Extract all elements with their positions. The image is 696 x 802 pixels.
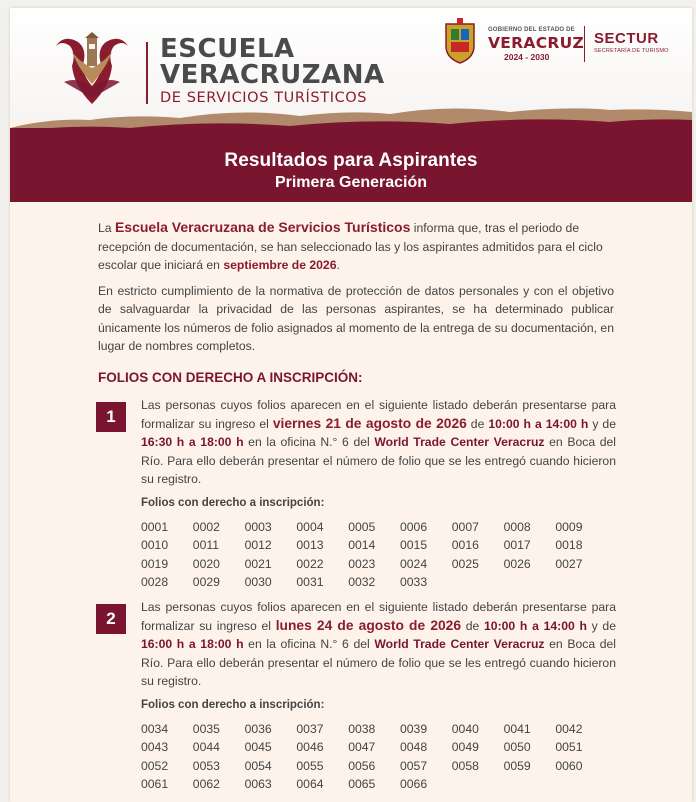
folio-number: 0063 [244,776,272,791]
folio-number: 0025 [451,556,479,571]
folio-number: 0017 [503,538,531,553]
title-banner [10,128,692,202]
group-number-badge: 1 [96,402,126,432]
folio-number: 0015 [399,538,428,553]
folio-number: 0051 [555,740,583,755]
venue: World Trade Center Veracruz [374,435,545,449]
folio-number: 0013 [296,538,324,553]
document-page [10,8,692,802]
folio-number: 0036 [244,722,272,736]
gov-years: 2024 - 2030 [504,52,550,62]
folio-number: 0004 [296,520,324,534]
section-title: FOLIOS CON DERECHO A INSCRIPCIÓN: [98,370,363,385]
folio-number: 0045 [244,740,272,755]
venue: World Trade Center Veracruz [374,637,545,651]
start-date: septiembre de 2026 [223,258,337,272]
gov-state-name: VERACRUZ [488,34,585,52]
folios-label: Folios con derecho a inscripción: [141,497,325,509]
folio-number: 0038 [348,722,376,736]
folio-number: 0064 [296,776,324,791]
folio-number: 0066 [399,776,428,791]
folio-number: 0023 [348,556,376,571]
folio-number: 0003 [244,520,272,534]
folio-number: 0007 [451,520,479,534]
intro-paragraph-1 [98,218,614,275]
folio-number: 0011 [192,538,220,553]
folio-number: 0040 [451,722,479,736]
folio-number: 0012 [244,538,272,553]
folio-number: 0035 [192,722,220,736]
coat-of-arms-icon [442,18,478,64]
folio-number: 0019 [141,556,169,571]
school-wordmark [160,36,385,106]
folio-number: 0050 [503,740,531,755]
folio-number: 0024 [399,556,428,571]
folio-list [141,722,607,795]
folio-number: 0006 [399,520,428,534]
group-instructions [141,396,616,489]
folio-number: 0049 [451,740,479,755]
wordmark-line-1: ESCUELA [160,34,295,64]
folio-number: 0032 [348,574,376,589]
folio-number: 0028 [141,574,169,589]
folio-number: 0048 [399,740,428,755]
wordmark-line-3: DE SERVICIOS TURÍSTICOS [160,90,368,106]
intro-text: . [336,258,340,272]
instruction-text: en Boca del Río. Para ello deberán presentar el número de folio que se les entregó cuando hicieron su registro. [141,637,616,688]
folio-number: 0010 [141,538,169,553]
folio-number: 0031 [296,574,324,589]
folio-number: 0054 [244,758,272,773]
folio-number: 0008 [503,520,531,534]
group-instructions [141,598,616,691]
government-logos [442,16,687,70]
folio-number: 0005 [348,520,376,534]
folios-label: Folios con derecho a inscripción: [141,699,325,711]
appointment-date: viernes 21 de agosto de 2026 [272,415,467,431]
instruction-text: y de [588,416,616,431]
folio-number: 0041 [503,722,531,736]
instruction-text: y de [586,618,616,633]
folio-number: 0009 [555,520,583,534]
logo-divider [146,42,148,104]
instruction-text: en la oficina N.° 6 del [243,435,375,449]
folio-number: 0039 [399,722,428,736]
school-logo-icon [54,32,130,106]
folio-number: 0042 [555,722,583,736]
folio-number: 0014 [348,538,376,553]
folio-number: 0062 [192,776,220,791]
time-slot-1: 10:00 h a 14:00 h [484,618,587,633]
gov-divider [584,26,585,62]
folio-group-2 [96,598,616,798]
folio-number: 0058 [451,758,479,773]
folio-number: 0001 [141,520,169,534]
folio-number: 0053 [192,758,220,773]
page-subtitle: Primera Generación [274,174,428,191]
intro-paragraph-2: En estricto cumplimiento de la normativa de protección de datos personales y con el objetivo de salvaguardar la privacidad de las personas aspirantes, se ha determinado publicar únicamente los números de folio asignados al momento de la entrega de su documentación, en lugar de nombres completos. [98,283,614,353]
folio-number: 0037 [296,722,324,736]
folio-number: 0030 [244,574,272,589]
folio-number: 0043 [141,740,169,755]
instruction-text: de [461,618,485,633]
folio-number: 0052 [141,758,169,773]
folio-number: 0027 [555,556,583,571]
folio-number: 0018 [555,538,583,553]
intro-section [98,218,614,363]
folio-number: 0057 [399,758,428,773]
folio-number: 0047 [348,740,376,755]
wordmark-line-2: VERACRUZANA [160,60,385,90]
folio-number: 0061 [141,776,169,791]
folio-list [141,520,607,593]
folio-group-1 [96,396,616,596]
folio-number: 0055 [296,758,324,773]
folio-number: 0020 [192,556,220,571]
gov-caption: GOBIERNO DEL ESTADO DE [488,27,575,33]
folio-number: 0022 [296,556,324,571]
intro-text: La [98,221,115,235]
time-slot-2: 16:00 h a 18:00 h [141,637,244,651]
instruction-text: Las personas cuyos folios aparecen en el siguiente listado deberán presentarse para formalizar su ingreso el [141,398,616,431]
sectur-logo: SECTUR [594,30,659,47]
folio-number: 0034 [141,722,169,736]
instruction-text: de [466,416,489,431]
school-name: Escuela Veracruzana de Servicios Turísticos [114,219,411,235]
instruction-text: Las personas cuyos folios aparecen en el siguiente listado deberán presentarse para formalizar su ingreso el [141,600,616,633]
appointment-date: lunes 24 de agosto de 2026 [275,617,462,633]
folio-number: 0016 [451,538,479,553]
group-number-badge: 2 [96,604,126,634]
folio-number: 0044 [192,740,220,755]
time-slot-1: 10:00 h a 14:00 h [488,416,589,431]
page-title: Resultados para Aspirantes [224,150,478,171]
folio-number: 0046 [296,740,324,755]
folio-number: 0033 [399,574,428,589]
sectur-caption: SECRETARÍA DE TURISMO [594,48,669,54]
folio-number: 0029 [192,574,220,589]
folio-number: 0002 [192,520,220,534]
folio-number: 0059 [503,758,531,773]
intro-text: informa que, tras el periodo de recepción de documentación, se han seleccionado las y los aspirantes admitidos para el ciclo escolar que iniciará en [98,221,603,272]
folio-number: 0060 [555,758,583,773]
time-slot-2: 16:30 h a 18:00 h [141,435,244,449]
instruction-text: en Boca del Río. Para ello deberán presentar el número de folio que se les entregó cuando hicieron su registro. [141,435,616,486]
instruction-text: en la oficina N.° 6 del [243,637,375,651]
folio-number: 0026 [503,556,531,571]
folio-number: 0065 [348,776,376,791]
folio-number: 0021 [244,556,272,571]
folio-number: 0056 [348,758,376,773]
